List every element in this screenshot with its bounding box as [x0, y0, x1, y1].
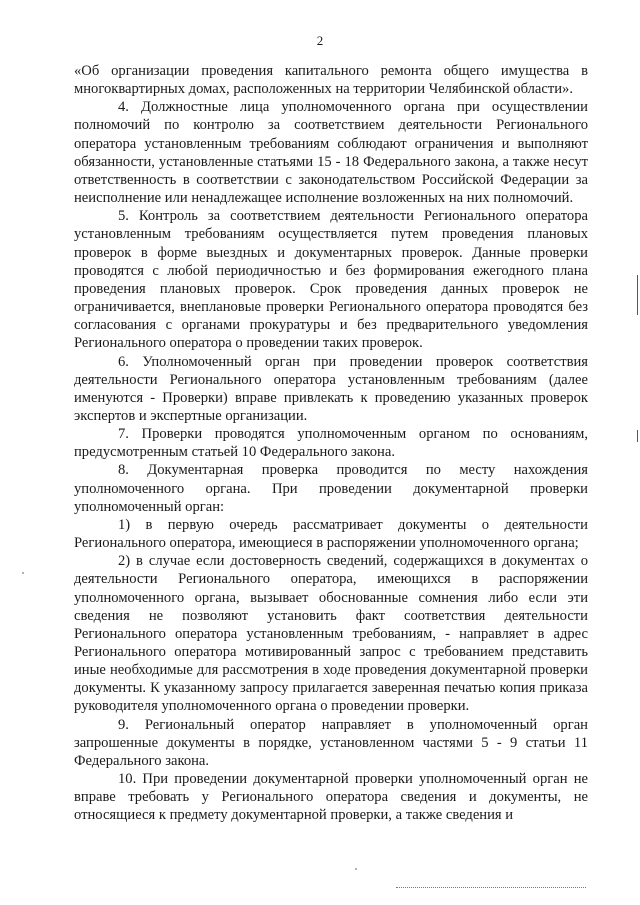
scan-footer-dots	[396, 887, 586, 889]
paragraph-item-6: 6. Уполномоченный орган при проведении проверок соответствия деятельности Регионального оператора установленным требованиям (далее именуются - Проверки) вправе привлекать к проведению указанных проверок экспертов и экспертные организации.	[74, 353, 588, 424]
page-number: 2	[316, 33, 324, 48]
paragraph-item-8: 8. Документарная проверка проводится по месту нахождения уполномоченного органа. При проведении документарной проверки уполномоченный орган:	[74, 462, 588, 515]
paragraph-item-9: 9. Региональный оператор направляет в уполномоченный орган запрошенные документы в порядке, установленном частями 5 - 9 статьи 11 Федерального закона.	[74, 716, 588, 769]
document-body	[74, 62, 588, 825]
scan-speck	[22, 572, 24, 574]
paragraph-subitem-2: 2) в случае если достоверность сведений, содержащихся в документах о деятельности Регионального оператора, имеющихся в распоряжении уполномоченного органа, вызывает обоснованные сомнения либо если эти сведения не позволяют установить факт соответствия деятельности Регионального оператора установленным требованиям, - направляет в адрес Регионального оператора мотивированный запрос с требованием представить иные необходимые для рассмотрения в ходе проведения документарной проверки документы. К указанному запросу прилагается заверенная печатью копия приказа руководителя уполномоченного органа о проведении проверки.	[74, 553, 588, 715]
paragraph-item-10: 10. При проведении документарной проверки уполномоченный орган не вправе требовать у Регионального оператора сведения и документы, не относящиеся к предмету документарной проверки, а также сведения и	[74, 771, 588, 824]
paragraph-item-7: 7. Проверки проводятся уполномоченным органом по основаниям, предусмотренным статьей 10 Федерального закона.	[74, 426, 588, 461]
paragraph-item-4: 4. Должностные лица уполномоченного органа при осуществлении полномочий по контролю за соответствием деятельности Регионального оператора установленным требованиям соблюдают ограничения и выполняют обязанности, установленные статьями 15 - 18 Федерального закона, а также несут ответственность в соответствии с законодательством Российской Федерации за неисполнение или ненадлежащее исполнение возложенных на них полномочий.	[74, 99, 588, 207]
paragraph-item-5: 5. Контроль за соответствием деятельности Регионального оператора установленным требованиям осуществляется путем проведения плановых проверок в форме выездных и документарных проверок. Данные проверки проводятся с любой периодичностью и без формирования ежегодного плана проведения плановых проверок. Срок проведения данных проверок не ограничивается, внеплановые проверки Регионального оператора проводятся без согласования с органами прокуратуры и без предварительного уведомления Регионального оператора о проведении таких проверок.	[74, 208, 588, 352]
scan-edge-mark	[637, 275, 638, 315]
scan-edge-mark	[637, 430, 638, 442]
paragraph-continuation: «Об организации проведения капитального ремонта общего имущества в многоквартирных домах, расположенных на территории Челябинской области».	[74, 63, 588, 98]
scan-speck	[355, 868, 357, 870]
paragraph-subitem-1: 1) в первую очередь рассматривает документы о деятельности Регионального оператора, имеющиеся в распоряжении уполномоченного органа;	[74, 516, 588, 552]
